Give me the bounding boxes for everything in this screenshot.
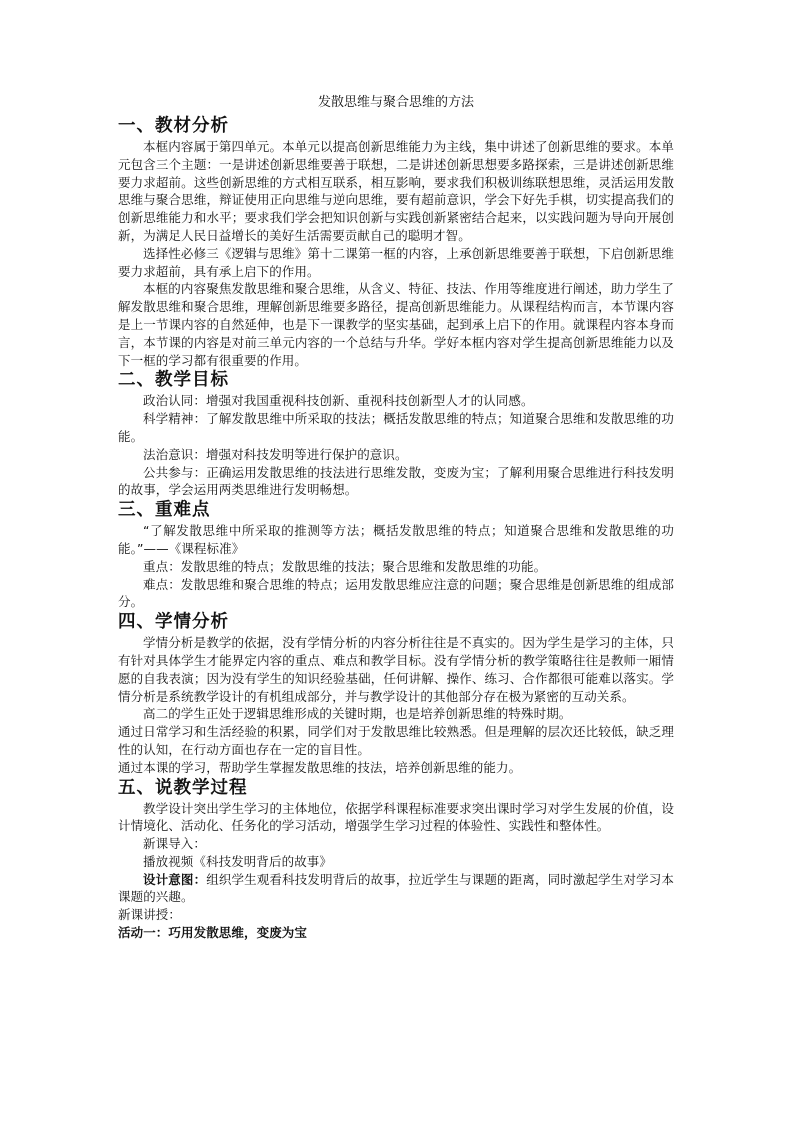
paragraph: “了解发散思维中所采取的推测等方法；概括发散思维的特点；知道聚合思维和发散思维的功能。”——《课程标准》 bbox=[118, 523, 674, 556]
design-intent-text: 组织学生观看科技发明背后的故事，拉近学生与课题的距离，同时激起学生对学习本课题的兴趣。 bbox=[118, 871, 674, 905]
paragraph: 高二的学生正处于逻辑思维形成的关键时期，也是培养创新思维的特殊时期。 bbox=[143, 706, 572, 722]
paragraph bbox=[118, 871, 674, 907]
design-intent-label: 设计意图： bbox=[143, 871, 207, 887]
paragraph: 重点：发散思维的特点；发散思维的技法；聚合思维和发散思维的功能。 bbox=[143, 558, 547, 574]
section-heading-3: 三、重难点 bbox=[118, 500, 211, 521]
paragraph: 科学精神：了解发散思维中所采取的技法；概括发散思维的特点；知道聚合思维和发散思维的功能。 bbox=[118, 411, 674, 444]
paragraph: 本框的内容聚焦发散思维和聚合思维，从含义、特征、技法、作用等维度进行阐述，助力学生了解发散思维和聚合思维，理解创新思维要多路径，提高创新思维能力。从课程结构而言，本节课内容是上一节课内容的自然延伸，也是下一课教学的坚实基础，起到承上启下的作用。就课程内容本身而言，本节课的内容是对前三单元内容的一个总结与升华。学好本框内容对学生提高创新思维能力以及下一框的学习都有很重要的作用。 bbox=[118, 281, 674, 368]
paragraph: 通过本课的学习，帮助学生掌握发散思维的技法，培养创新思维的能力。 bbox=[118, 759, 522, 775]
paragraph: 学情分析是教学的依据，没有学情分析的内容分析往往是不真实的。因为学生是学习的主体，只有针对具体学生才能界定内容的重点、难点和教学目标。没有学情分析的教学策略往往是教师一厢情愿的自我表演；因为没有学生的知识经验基础，任何讲解、操作、练习、合作都很可能难以落实。学情分析是系统教学设计的有机组成部分，并与教学设计的其他部分存在极为紧密的互动关系。 bbox=[118, 635, 674, 704]
paragraph: 本框内容属于第四单元。本单元以提高创新思维能力为主线，集中讲述了创新思维的要求。本单元包含三个主题：一是讲述创新思维要善于联想，二是讲述创新思想要多路探索，三是讲述创新思维要力求超前。这些创新思维的方式相互联系，相互影响，要求我们积极训练联想思维，灵活运用发散思维与聚合思维，辩证使用正向思维与逆向思维，要有超前意识，学会下好先手棋，切实提高我们的创新思维能力和水平；要求我们学会把知识创新与实践创新紧密结合起来，以实践问题为导向开展创新，为满足人民日益增长的美好生活需要贡献自己的聪明才智。 bbox=[118, 139, 674, 243]
paragraph: 新课讲授： bbox=[118, 907, 182, 923]
section-heading-5: 五、说教学过程 bbox=[118, 777, 248, 798]
paragraph: 政治认同：增强对我国重视科技创新、重视科技创新型人才的认同感。 bbox=[143, 393, 534, 409]
paragraph: 新课导入： bbox=[143, 836, 207, 852]
activity-heading bbox=[118, 924, 674, 942]
section-heading-4: 四、学情分析 bbox=[118, 612, 229, 633]
document-title: 发散思维与聚合思维的方法 bbox=[317, 95, 474, 110]
paragraph: 播放视频《科技发明背后的故事》 bbox=[143, 853, 333, 869]
activity-title: 活动一：巧用发散思维，变废为宝 bbox=[118, 925, 308, 941]
paragraph: 选择性必修三《逻辑与思维》第十二课第一框的内容，上承创新思维要善于联想，下启创新思维要力求超前，具有承上启下的作用。 bbox=[118, 245, 674, 279]
document-body bbox=[118, 94, 674, 942]
paragraph: 难点：发散思维和聚合思维的特点；运用发散思维应注意的问题；聚合思维是创新思维的组成部分。 bbox=[118, 576, 674, 610]
section-heading-2: 二、教学目标 bbox=[118, 370, 229, 391]
paragraph: 教学设计突出学生学习的主体地位，依据学科课程标准要求突出课时学习对学生发展的价值，设计情境化、活动化、任务化的学习活动，增强学生学习过程的体验性、实践性和整体性。 bbox=[118, 800, 674, 834]
section-heading-1: 一、教材分析 bbox=[118, 116, 229, 136]
paragraph: 通过日常学习和生活经验的积累，同学们对于发散思维比较熟悉。但是理解的层次还比较低，缺乏理性的认知，在行动方面也存在一定的盲目性。 bbox=[118, 724, 674, 757]
paragraph: 法治意识：增强对科技发明等进行保护的意识。 bbox=[143, 446, 408, 462]
paragraph: 公共参与：正确运用发散思维的技法进行思维发散，变废为宝；了解利用聚合思维进行科技发明的故事，学会运用两类思维进行发明畅想。 bbox=[118, 464, 674, 498]
